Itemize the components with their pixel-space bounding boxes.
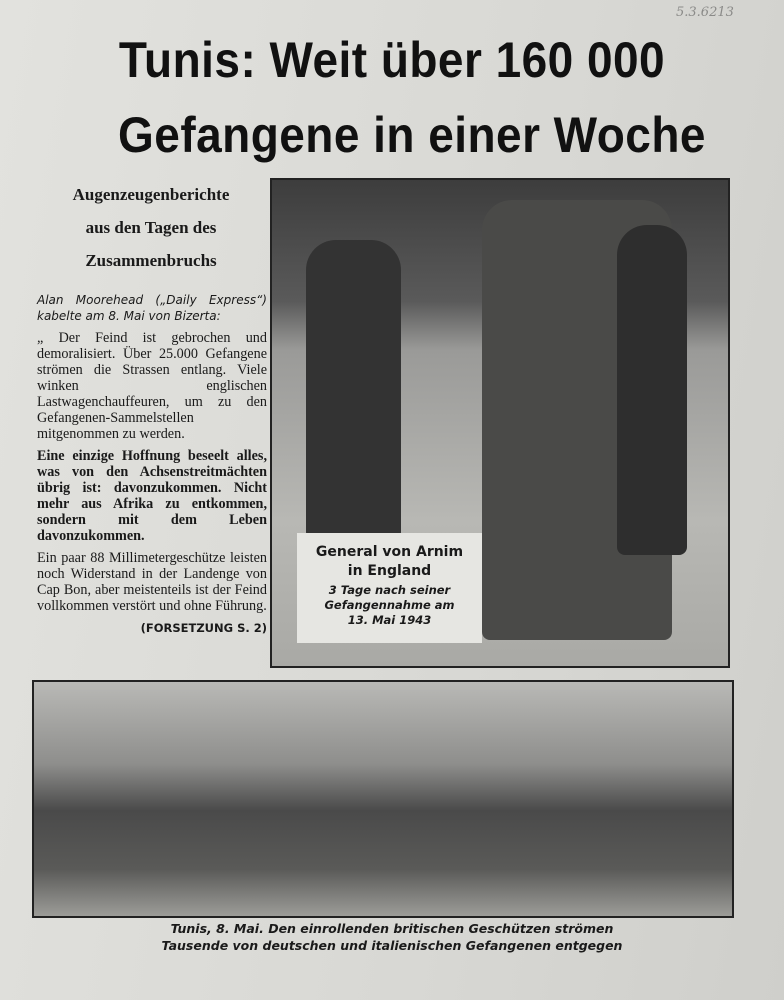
photo-prisoners-column: [32, 680, 734, 918]
officer-figure: [617, 225, 687, 555]
continued-note: (FORSETZUNG S. 2): [140, 621, 267, 635]
handwritten-note: 5.3.6213: [676, 5, 734, 20]
caption-sub: 3 Tage nach seiner: [328, 583, 451, 597]
byline: Alan Moorehead („Daily Express“) kabelte am 8. Mai von Bizerta:: [37, 293, 267, 323]
caption-line: Tunis, 8. Mai. Den einrollenden britischen Geschützen strömen: [170, 921, 614, 936]
subheading: [35, 178, 267, 277]
paragraph: „ Der Feind ist gebrochen und demoralisiert. Über 25.000 Gefangene strömen die Strassen entlang. Viele winken englischen Lastwagenchauffeuren, um zu den Gefangenen-Sammelstellen mitgenommen zu werden.: [37, 330, 267, 442]
subheading-line: Augenzeugenberichte: [72, 185, 230, 204]
subheading-line: aus den Tagen des: [85, 218, 217, 237]
photo1-caption: [297, 533, 482, 643]
caption-line: Tausende von deutschen und italienischen Gefangenen entgegen: [161, 938, 623, 953]
caption-title: General von Arnim: [315, 544, 464, 560]
caption-sub: Gefangennahme am: [324, 598, 455, 612]
caption-title: in England: [347, 563, 432, 579]
paragraph-bold: Eine einzige Hoffnung beseelt alles, was von den Achsenstreitmächten übrig ist: davonzukommen. Nicht mehr aus Afrika zu entkommen, sondern mit dem Leben davonzukommen.: [37, 448, 267, 544]
headline-line-1: Tunis: Weit über 160 000: [118, 32, 666, 88]
paragraph: Ein paar 88 Millimetergeschütze leisten noch Widerstand in der Landenge von Cap Bon, aber meistenteils ist der Feind vollkommen verstört und ohne Führung.: [37, 550, 267, 614]
subheading-line: Zusammenbruchs: [85, 251, 217, 270]
headline-line-2: Gefangene in einer Woche: [118, 107, 706, 163]
caption-sub: 13. Mai 1943: [347, 613, 432, 627]
article-column: [37, 292, 267, 636]
photo2-caption: [150, 920, 634, 954]
officer-figure: [306, 240, 401, 540]
